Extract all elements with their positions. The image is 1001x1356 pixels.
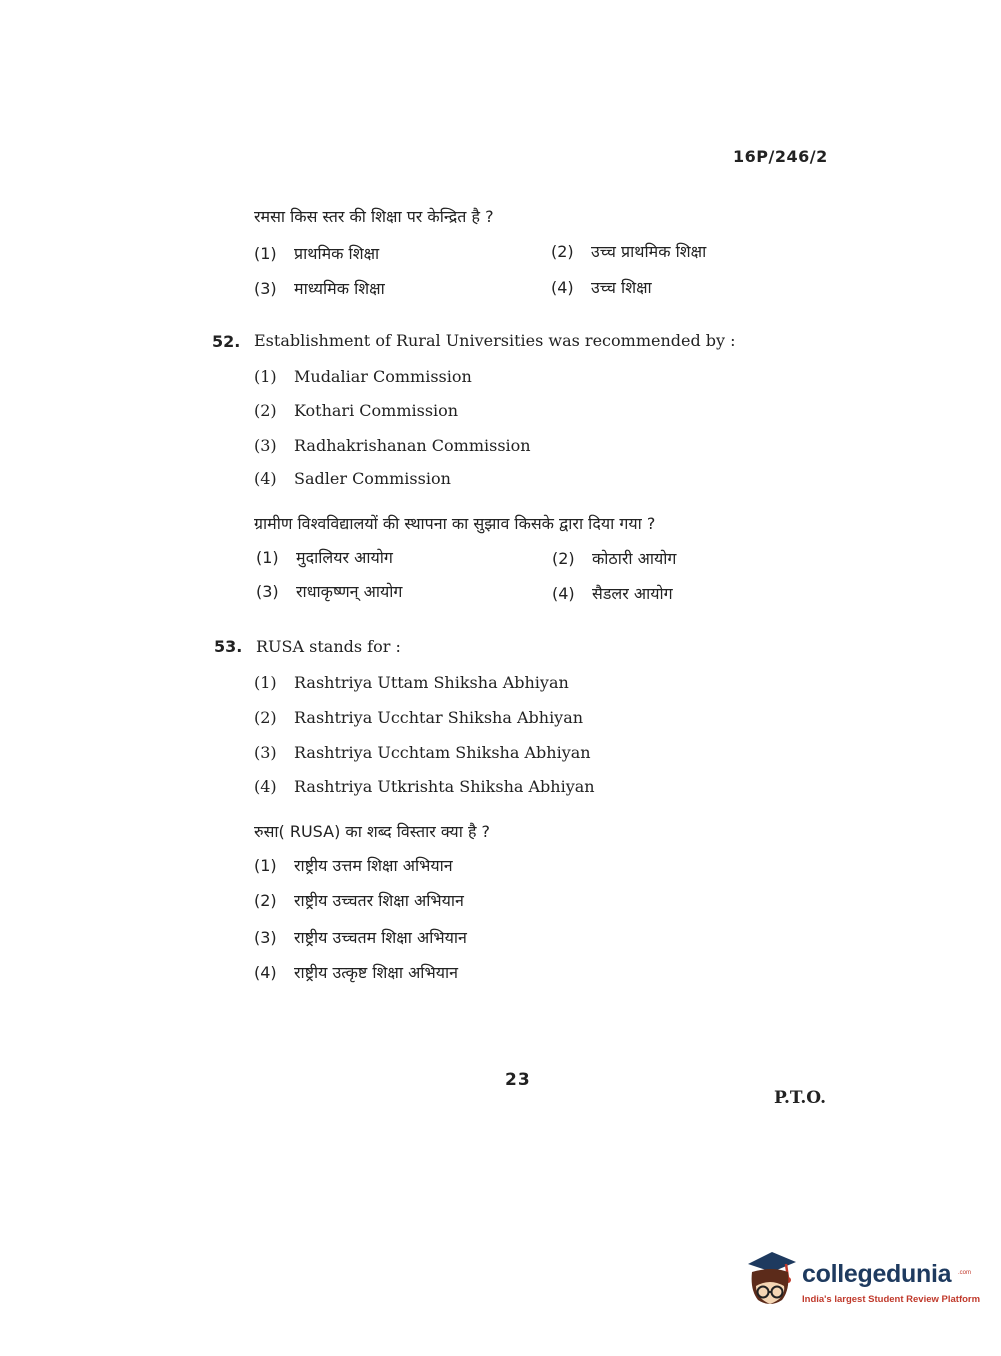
option-number: (2) (254, 891, 277, 910)
option-number: (2) (254, 708, 277, 727)
option-text: Rashtriya Uttam Shiksha Abhiyan (294, 673, 569, 692)
pto-label: P.T.O. (774, 1088, 826, 1108)
q52-option-1 (254, 367, 472, 386)
option-number: (1) (254, 244, 277, 263)
q51-hindi-option-1 (254, 242, 379, 264)
q52-number: 52. (212, 332, 241, 351)
q52-hindi-option-3 (256, 580, 402, 602)
option-number: (1) (254, 673, 277, 692)
q53-hindi-question: रुसा( RUSA) का शब्द विस्तार क्या है ? (254, 822, 491, 841)
q52-option-3 (254, 436, 531, 455)
option-text: Rashtriya Ucchtam Shiksha Abhiyan (294, 743, 591, 762)
q53-number: 53. (214, 637, 243, 656)
option-number: (1) (254, 856, 277, 875)
option-text: राष्ट्रीय उच्चतर शिक्षा अभियान (294, 891, 464, 910)
q51-hindi-option-2 (551, 240, 706, 262)
q51-hindi-question: रमसा किस स्तर की शिक्षा पर केन्द्रित है ? (254, 207, 494, 226)
option-text: मुदालियर आयोग (296, 548, 393, 567)
option-text: Sadler Commission (294, 469, 451, 488)
option-number: (2) (551, 242, 574, 261)
logo-brand-text: collegedunia (802, 1260, 952, 1288)
option-number: (3) (254, 279, 277, 298)
q53-hindi-option-4 (254, 961, 458, 983)
option-text: उच्च शिक्षा (591, 278, 652, 297)
q52-hindi-question: ग्रामीण विश्वविद्यालयों की स्थापना का सुझाव किसके द्वारा दिया गया ? (254, 514, 656, 533)
option-number: (4) (254, 963, 277, 982)
q53-option-3 (254, 743, 591, 762)
logo-tagline: India's largest Student Review Platform (802, 1294, 981, 1305)
mascot-icon (742, 1250, 800, 1312)
q52-question: Establishment of Rural Universities was recommended by : (254, 331, 736, 350)
q52-hindi-option-2 (552, 547, 676, 569)
q53-hindi-option-2 (254, 889, 464, 911)
option-text: राधाकृष्णन् आयोग (296, 582, 403, 601)
logo-domain-suffix: .com (958, 1270, 972, 1276)
q53-hindi-option-1 (254, 854, 453, 876)
option-text: राष्ट्रीय उच्चतम शिक्षा अभियान (294, 928, 467, 947)
option-text: उच्च प्राथमिक शिक्षा (591, 242, 707, 261)
option-number: (3) (256, 582, 279, 601)
collegedunia-logo (742, 1250, 981, 1312)
paper-code: 16P/246/2 (733, 147, 828, 166)
option-number: (4) (551, 278, 574, 297)
option-number: (2) (552, 549, 575, 568)
option-number: (1) (256, 548, 279, 567)
option-number: (4) (552, 584, 575, 603)
option-number: (3) (254, 436, 277, 455)
option-text: Radhakrishanan Commission (294, 436, 531, 455)
q52-hindi-option-4 (552, 582, 673, 604)
option-text: Rashtriya Utkrishta Shiksha Abhiyan (294, 777, 595, 796)
option-text: माध्यमिक शिक्षा (294, 279, 385, 298)
option-text: राष्ट्रीय उत्तम शिक्षा अभियान (294, 856, 453, 875)
q52-option-2 (254, 401, 458, 420)
q53-hindi-option-3 (254, 926, 467, 948)
option-number: (4) (254, 469, 277, 488)
q53-option-2 (254, 708, 583, 727)
q51-hindi-option-4 (551, 276, 652, 298)
option-number: (3) (254, 743, 277, 762)
option-text: Mudaliar Commission (294, 367, 472, 386)
option-text: राष्ट्रीय उत्कृष्ट शिक्षा अभियान (294, 963, 458, 982)
option-text: Rashtriya Ucchtar Shiksha Abhiyan (294, 708, 584, 727)
page-number: 23 (505, 1070, 531, 1090)
q53-option-4 (254, 777, 595, 796)
option-text: Kothari Commission (294, 401, 459, 420)
option-number: (2) (254, 401, 277, 420)
q53-question: RUSA stands for : (256, 637, 401, 656)
option-number: (3) (254, 928, 277, 947)
option-number: (1) (254, 367, 277, 386)
option-text: सैडलर आयोग (592, 584, 673, 603)
option-number: (4) (254, 777, 277, 796)
option-text: प्राथमिक शिक्षा (294, 244, 380, 263)
q52-option-4 (254, 469, 451, 488)
q53-option-1 (254, 673, 569, 692)
q52-hindi-option-1 (256, 546, 393, 568)
option-text: कोठारी आयोग (592, 549, 677, 568)
q51-hindi-option-3 (254, 277, 385, 299)
